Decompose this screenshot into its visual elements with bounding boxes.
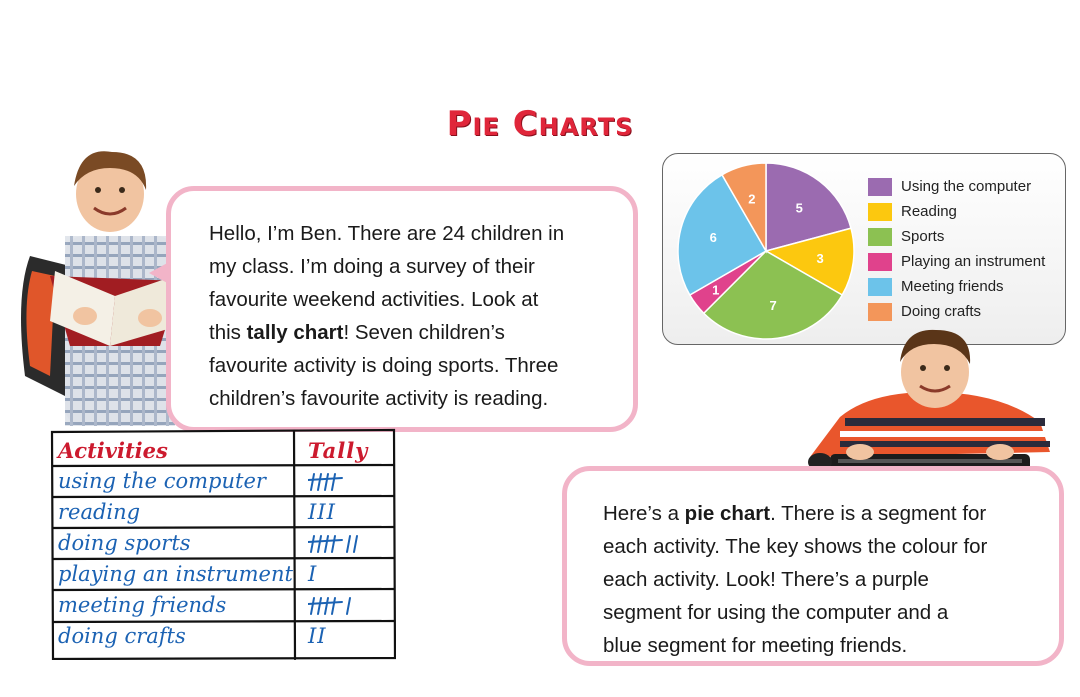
legend-swatch: [868, 203, 892, 221]
ben-speech-text: [209, 217, 603, 415]
ben-line-1: Hello, I’m Ben. There are 24 children in: [209, 222, 565, 245]
tally-header-row: [58, 435, 398, 466]
legend-label: Playing an instrument: [901, 253, 1046, 270]
legend-item-sports: [868, 224, 1045, 249]
pie-value-label: 7: [769, 298, 777, 314]
boy2-speech-bubble: [562, 466, 1064, 666]
tally-row: [58, 590, 398, 621]
boy2-line-3: each activity. Look! There’s a purple: [603, 568, 929, 591]
tally-marks-3: III: [308, 500, 336, 524]
tally-activity: doing sports: [58, 531, 191, 555]
ben-line-2: my class. I’m doing a survey of their: [209, 255, 535, 278]
legend-swatch: [868, 278, 892, 296]
pie-value-label: 5: [795, 200, 803, 216]
pie-chart: [671, 158, 861, 344]
boy2-speech-text: [603, 497, 1029, 662]
tally-row: [58, 621, 398, 652]
tally-row: [58, 497, 398, 528]
pie-value-label: 3: [816, 251, 824, 267]
legend-item-using-the-computer: [868, 174, 1045, 199]
ben-line-4-post: ! Seven children’s: [343, 321, 505, 344]
ben-line-5: favourite activity is doing sports. Three: [209, 354, 559, 377]
ben-speech-bubble: [166, 186, 638, 432]
legend-item-playing-an-instrument: [868, 249, 1045, 274]
legend-item-meeting-friends: [868, 274, 1045, 299]
legend-item-reading: [868, 199, 1045, 224]
pie-value-label: 6: [709, 229, 717, 245]
legend-label: Sports: [901, 228, 945, 245]
tally-marks-5: [308, 466, 368, 497]
chart-legend: [868, 174, 1045, 324]
ben-line-6: children’s favourite activity is reading.: [209, 387, 549, 410]
tally-row: [58, 559, 398, 590]
ben-line-3: favourite weekend activities. Look at: [209, 288, 539, 311]
legend-swatch: [868, 178, 892, 196]
tally-chart-term: tally chart: [246, 321, 344, 344]
boy2-line-1-post: . There is a segment for: [770, 502, 987, 525]
tally-marks-2: II: [308, 624, 327, 648]
tally-marks-7: [308, 528, 378, 559]
page-title: Pie Charts: [446, 104, 634, 144]
pie-chart-card: [662, 153, 1066, 345]
boy2-line-2: each activity. The key shows the colour for: [603, 535, 988, 558]
legend-item-doing-crafts: [868, 299, 1045, 324]
tally-marks-1: I: [308, 562, 318, 586]
boy2-line-1-pre: Here’s a: [603, 502, 685, 525]
pie-value-label: 2: [748, 191, 756, 207]
tally-activity: using the computer: [58, 469, 266, 493]
tally-marks-6: [308, 590, 368, 621]
ben-line-4-pre: this: [209, 321, 247, 344]
ben-illustration: [10, 146, 190, 436]
tally-row: [58, 466, 398, 497]
boy2-line-4: segment for using the computer and a: [603, 601, 949, 624]
tally-header-tally: Tally: [308, 438, 369, 463]
tally-row: [58, 528, 398, 559]
legend-label: Meeting friends: [901, 278, 1004, 295]
pie-chart-term: pie chart: [684, 502, 771, 525]
tally-activity: playing an instrument: [58, 562, 293, 586]
legend-label: Doing crafts: [901, 303, 982, 320]
legend-swatch: [868, 253, 892, 271]
tally-activity: reading: [58, 500, 141, 524]
legend-swatch: [868, 228, 892, 246]
tally-header-activities: Activities: [58, 438, 168, 463]
legend-swatch: [868, 303, 892, 321]
tally-table: [50, 428, 396, 660]
boy2-line-5: blue segment for meeting friends.: [603, 634, 908, 657]
tally-activity: meeting friends: [58, 593, 227, 617]
legend-label: Reading: [901, 203, 957, 220]
legend-label: Using the computer: [901, 178, 1032, 195]
tally-activity: doing crafts: [58, 624, 186, 648]
pie-value-label: 1: [712, 282, 720, 298]
